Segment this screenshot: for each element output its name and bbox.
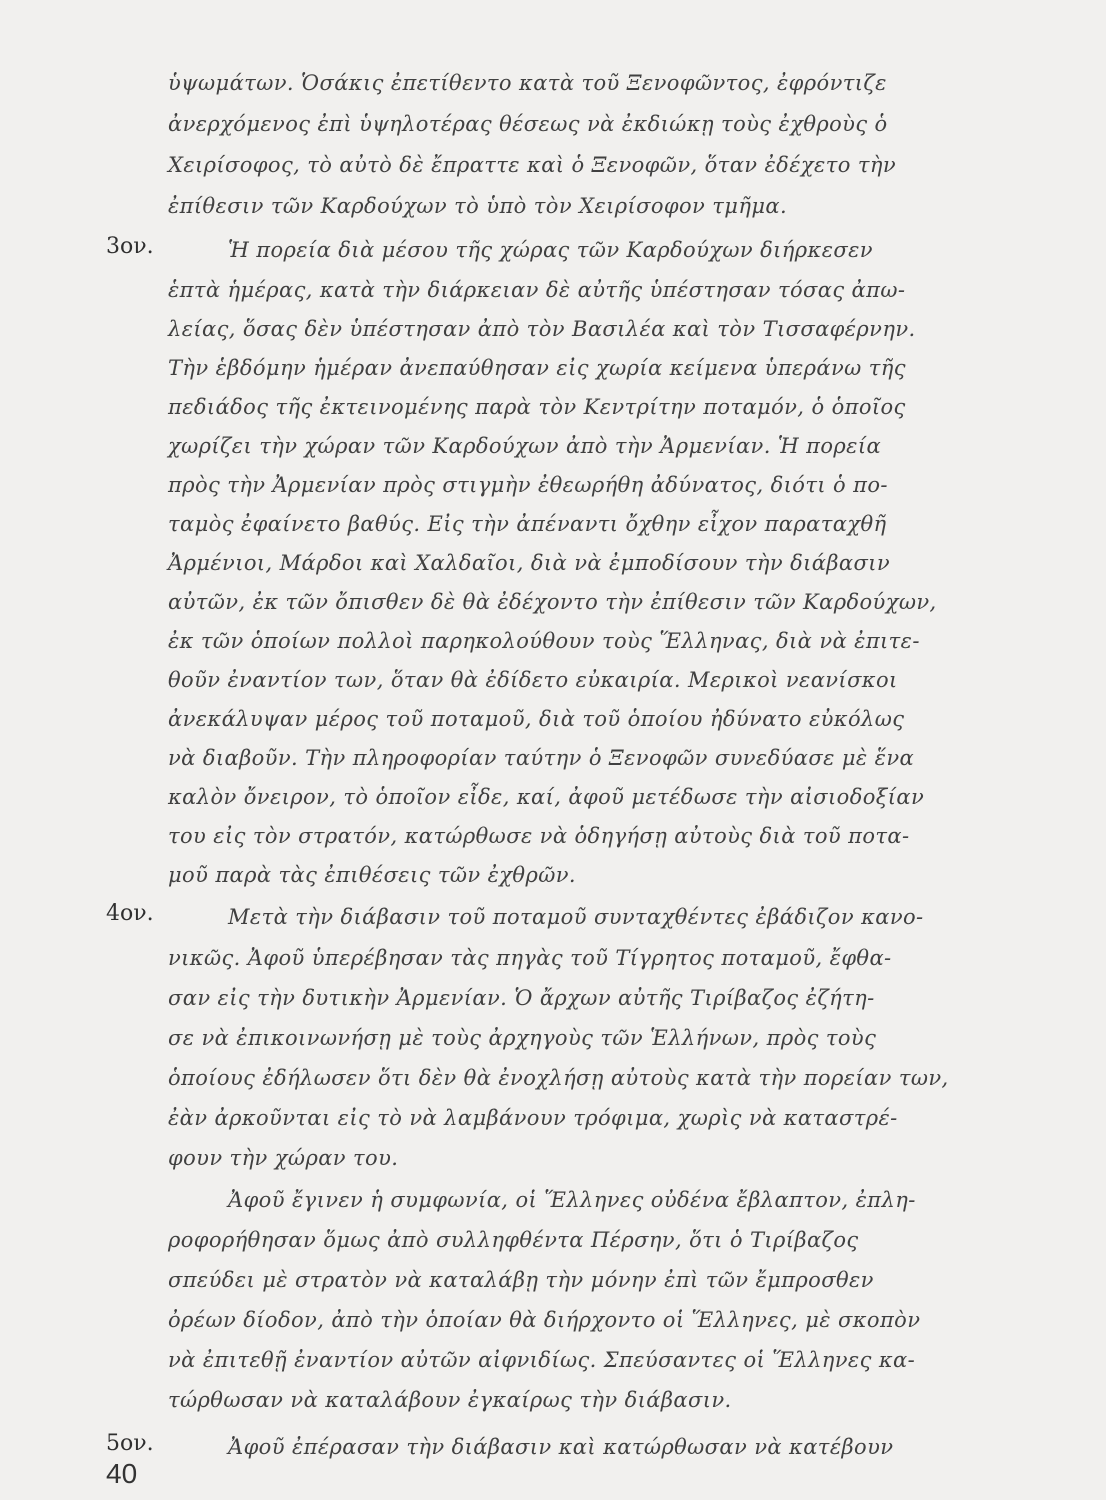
text-line: του εἰς τὸν στρατόν, κατώρθωσε νὰ ὁδηγήσῃ αὐτοὺς διὰ τοῦ ποτα- (168, 824, 910, 848)
text-line: νὰ διαβοῦν. Τὴν πληροφορίαν ταύτην ὁ Ξενοφῶν συνεδύασε μὲ ἕνα (168, 746, 915, 770)
text-line: αὐτῶν, ἐκ τῶν ὄπισθεν δὲ θὰ ἐδέχοντο τὴν ἐπίθεσιν τῶν Καρδούχων, (168, 590, 937, 614)
text-line: ἀνερχόμενος ἐπὶ ὑψηλοτέρας θέσεως νὰ ἐκδιώκῃ τοὺς ἐχθροὺς ὁ (168, 112, 888, 136)
text-line: Ἡ πορεία διὰ μέσου τῆς χώρας τῶν Καρδούχων διήρκεσεν (228, 238, 873, 262)
section-number: 4ον. (106, 901, 154, 926)
text-line: ἐκ τῶν ὁποίων πολλοὶ παρηκολούθουν τοὺς Ἕλληνας, διὰ νὰ ἐπιτε- (168, 629, 920, 653)
text-line: σε νὰ ἐπικοινωνήσῃ μὲ τοὺς ἀρχηγοὺς τῶν Ἑλλήνων, πρὸς τοὺς (168, 1026, 877, 1050)
text-line: λείας, ὅσας δὲν ὑπέστησαν ἀπὸ τὸν Βασιλέα καὶ τὸν Τισσαφέρνην. (168, 317, 916, 341)
text-line: τώρθωσαν νὰ καταλάβουν ἐγκαίρως τὴν διάβασιν. (168, 1388, 732, 1412)
text-line: φουν τὴν χώραν του. (168, 1146, 399, 1170)
text-line: σαν εἰς τὴν δυτικὴν Ἀρμενίαν. Ὁ ἄρχων αὐτῆς Τιρίβαζος ἐζήτη- (168, 986, 875, 1010)
text-line: Ἀρμένιοι, Μάρδοι καὶ Χαλδαῖοι, διὰ νὰ ἐμποδίσουν τὴν διάβασιν (168, 551, 891, 575)
text-line: χωρίζει τὴν χώραν τῶν Καρδούχων ἀπὸ τὴν Ἀρμενίαν. Ἡ πορεία (168, 434, 882, 458)
text-line: Χειρίσοφος, τὸ αὐτὸ δὲ ἔπραττε καὶ ὁ Ξενοφῶν, ὅταν ἐδέχετο τὴν (168, 153, 896, 177)
text-line: μοῦ παρὰ τὰς ἐπιθέσεις τῶν ἐχθρῶν. (168, 863, 576, 887)
text-line: ἐπίθεσιν τῶν Καρδούχων τὸ ὑπὸ τὸν Χειρίσοφον τμῆμα. (168, 194, 788, 218)
text-line: σπεύδει μὲ στρατὸν νὰ καταλάβῃ τὴν μόνην ἐπὶ τῶν ἔμπροσθεν (168, 1268, 874, 1292)
text-line: Ἀφοῦ ἐπέρασαν τὴν διάβασιν καὶ κατώρθωσαν νὰ κατέβουν (228, 1435, 894, 1459)
text-line: ροφορήθησαν ὅμως ἀπὸ συλληφθέντα Πέρσην, ὅτι ὁ Τιρίβαζος (168, 1228, 859, 1252)
text-line: ὀρέων δίοδον, ἀπὸ τὴν ὁποίαν θὰ διήρχοντο οἱ Ἕλληνες, μὲ σκοπὸν (168, 1308, 921, 1332)
text-line: ἑπτὰ ἡμέρας, κατὰ τὴν διάρκειαν δὲ αὐτῆς ὑπέστησαν τόσας ἀπω- (168, 278, 906, 302)
text-line: ἀνεκάλυψαν μέρος τοῦ ποταμοῦ, διὰ τοῦ ὁποίου ἠδύνατο εὐκόλως (168, 707, 905, 731)
text-line: ταμὸς ἐφαίνετο βαθύς. Εἰς τὴν ἀπέναντι ὄχθην εἶχον παραταχθῆ (168, 512, 887, 536)
text-line: πρὸς τὴν Ἀρμενίαν πρὸς στιγμὴν ἐθεωρήθη ἀδύνατος, διότι ὁ πο- (168, 473, 888, 497)
text-line: Μετὰ τὴν διάβασιν τοῦ ποταμοῦ συνταχθέντες ἐβάδιζον κανο- (228, 905, 924, 929)
text-line: Ἀφοῦ ἔγινεν ἡ συμφωνία, οἱ Ἕλληνες οὐδένα ἔβλαπτον, ἐπλη- (228, 1188, 916, 1212)
text-line: ὁποίους ἐδήλωσεν ὅτι δὲν θὰ ἐνοχλήσῃ αὐτοὺς κατὰ τὴν πορείαν των, (168, 1066, 949, 1090)
text-line: νικῶς. Ἀφοῦ ὑπερέβησαν τὰς πηγὰς τοῦ Τίγρητος ποταμοῦ, ἔφθα- (168, 946, 892, 970)
text-line: Τὴν ἑβδόμην ἡμέραν ἀνεπαύθησαν εἰς χωρία κείμενα ὑπεράνω τῆς (168, 356, 906, 380)
section-number: 3ον. (106, 234, 154, 259)
text-line: πεδιάδος τῆς ἐκτεινομένης παρὰ τὸν Κεντρίτην ποταμόν, ὁ ὁποῖος (168, 395, 906, 419)
text-line: ὑψωμάτων. Ὁσάκις ἐπετίθεντο κατὰ τοῦ Ξενοφῶντος, ἐφρόντιζε (168, 71, 887, 95)
text-line: θοῦν ἐναντίον των, ὅταν θὰ ἐδίδετο εὐκαιρία. Μερικοὶ νεανίσκοι (168, 668, 898, 692)
text-line: νὰ ἐπιτεθῇ ἐναντίον αὐτῶν αἰφνιδίως. Σπεύσαντες οἱ Ἕλληνες κα- (168, 1348, 916, 1372)
page-number: 40 (106, 1458, 138, 1489)
section-number: 5ον. (106, 1431, 154, 1456)
text-line: ἐὰν ἀρκοῦνται εἰς τὸ νὰ λαμβάνουν τρόφιμα, χωρὶς νὰ καταστρέ- (168, 1106, 898, 1130)
text-line: καλὸν ὄνειρον, τὸ ὁποῖον εἶδε, καί, ἀφοῦ μετέδωσε τὴν αἰσιοδοξίαν (168, 785, 925, 809)
